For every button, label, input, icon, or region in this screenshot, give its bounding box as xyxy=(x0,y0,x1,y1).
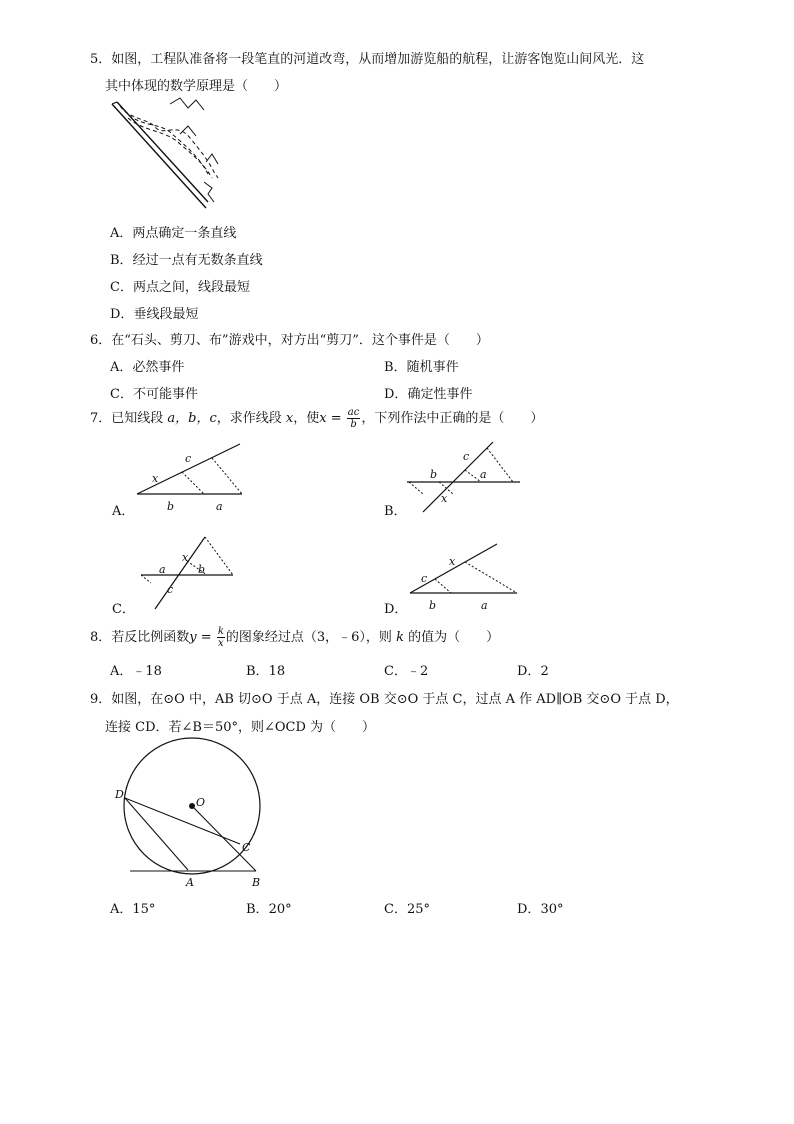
q7-figure-a xyxy=(132,440,252,515)
q9-option-b[interactable] xyxy=(246,898,292,917)
q7-stem-part: ，使 xyxy=(293,411,320,426)
q9-stem-line2: 连接 CD．若∠B＝50°，则∠OCD 为（ ） xyxy=(105,720,376,735)
label-b: b xyxy=(430,468,438,481)
q7-var-x: x xyxy=(285,411,294,426)
option-letter: A． xyxy=(110,360,133,375)
q7-option-c[interactable]: C． xyxy=(112,602,135,617)
q5-option-b[interactable] xyxy=(110,249,263,268)
label-c: c xyxy=(167,583,174,596)
q8-stem-part: 若反比例函数 xyxy=(111,630,190,645)
option-letter: D． xyxy=(517,902,541,917)
option-text: 20° xyxy=(268,902,292,917)
q5-option-a[interactable] xyxy=(110,222,236,241)
q7-figure-d xyxy=(405,540,525,615)
option-text: ﹣2 xyxy=(406,664,429,679)
q9-number: 9． xyxy=(90,692,112,707)
q9-stem-text: 如图，在⊙O 中，AB 切⊙O 于点 A，连接 OB 交⊙O 于点 C，过点 A 作 AD∥OB 交⊙O 于点 D， xyxy=(111,692,679,707)
q8-option-b[interactable] xyxy=(246,660,285,679)
option-letter: B． xyxy=(110,253,133,268)
q8-option-a[interactable] xyxy=(110,660,162,679)
q7-option-d[interactable]: D． xyxy=(384,602,408,617)
option-letter: A． xyxy=(110,664,133,679)
option-text: 必然事件 xyxy=(132,360,185,375)
label-x: x xyxy=(152,472,159,485)
option-letter: D． xyxy=(110,307,134,322)
q8-option-d[interactable] xyxy=(517,660,549,679)
option-text: 30° xyxy=(540,902,564,917)
q7-stem-part: 已知线段 xyxy=(111,411,168,426)
option-letter: B． xyxy=(384,360,407,375)
option-letter: A． xyxy=(110,902,133,917)
q7-figure-b xyxy=(405,440,525,515)
q5-river-figure xyxy=(108,98,233,213)
label-c: c xyxy=(421,572,428,585)
q6-option-a[interactable] xyxy=(110,356,184,375)
label-x: x xyxy=(449,555,456,568)
q5-number: 5． xyxy=(90,52,112,67)
label-B: B xyxy=(252,876,261,889)
label-x: x xyxy=(182,551,189,564)
q8-stem-part: 的图象经过点（3，﹣6），则 xyxy=(225,630,397,645)
option-text: 2 xyxy=(540,664,549,679)
q5-option-d[interactable] xyxy=(110,303,198,322)
q9-circle-figure xyxy=(110,740,270,890)
q7-option-a[interactable]: A． xyxy=(112,504,135,519)
label-A: A xyxy=(186,876,194,889)
fraction-denominator: x xyxy=(218,638,224,649)
label-a: a xyxy=(216,500,223,513)
label-a: a xyxy=(159,563,166,576)
label-a: a xyxy=(481,599,488,612)
option-text: ﹣18 xyxy=(132,664,162,679)
q5-stem-line1 xyxy=(90,48,644,67)
q5-stem-line2: 其中体现的数学原理是（ ） xyxy=(105,79,288,94)
option-letter: A． xyxy=(110,226,133,241)
q6-option-d[interactable] xyxy=(384,383,472,402)
q8-stem-part: 的值为（ ） xyxy=(403,630,500,645)
q8-option-c[interactable] xyxy=(384,660,428,679)
label-c: c xyxy=(185,452,192,465)
q9-option-c[interactable] xyxy=(384,898,430,917)
q7-number: 7． xyxy=(90,411,112,426)
option-text: 经过一点有无数条直线 xyxy=(132,253,263,268)
q5-option-c[interactable] xyxy=(110,276,250,295)
q7-equation-lhs: x = xyxy=(319,411,346,426)
label-D: D xyxy=(115,788,124,801)
option-text: 15° xyxy=(132,902,156,917)
q8-equation-lhs: y = xyxy=(189,630,216,645)
option-text: 25° xyxy=(406,902,430,917)
option-text: 两点确定一条直线 xyxy=(132,226,237,241)
label-b: b xyxy=(429,599,437,612)
option-letter: B． xyxy=(246,902,269,917)
q6-option-b[interactable] xyxy=(384,356,459,375)
fraction-numerator: k xyxy=(217,626,224,637)
option-letter: D． xyxy=(384,387,408,402)
q7-stem-part: ，求作线段 xyxy=(216,411,286,426)
q9-stem-line1 xyxy=(90,688,679,707)
label-C: C xyxy=(242,841,251,854)
option-letter: B． xyxy=(246,664,269,679)
option-text: 18 xyxy=(268,664,286,679)
option-letter: C． xyxy=(110,280,133,295)
label-a: a xyxy=(480,468,487,481)
q8-fraction xyxy=(217,626,225,649)
q9-option-d[interactable] xyxy=(517,898,563,917)
q6-stem xyxy=(90,329,489,348)
option-text: 垂线段最短 xyxy=(133,307,199,322)
q7-stem xyxy=(90,407,543,430)
q6-number: 6． xyxy=(90,333,112,348)
option-text: 确定性事件 xyxy=(407,387,473,402)
q7-fraction xyxy=(347,407,361,430)
fraction-denominator: b xyxy=(350,419,357,430)
label-x: x xyxy=(441,492,448,505)
q5-stem-text: 如图，工程队准备将一段笔直的河道改弯，从而增加游览船的航程，让游客饱览山间风光．这 xyxy=(111,52,645,67)
label-c: c xyxy=(463,450,470,463)
center-point xyxy=(189,803,195,809)
option-text: 两点之间，线段最短 xyxy=(132,280,250,295)
q7-figure-c xyxy=(135,533,245,613)
label-b: b xyxy=(198,563,206,576)
q8-var-k: k xyxy=(396,630,404,645)
option-letter: C． xyxy=(110,387,133,402)
option-letter: C． xyxy=(384,902,407,917)
q7-variables: a，b，c xyxy=(167,411,217,426)
q9-option-a[interactable] xyxy=(110,898,155,917)
fraction-numerator: ac xyxy=(347,407,360,418)
option-text: 不可能事件 xyxy=(132,387,198,402)
option-letter: C． xyxy=(384,664,407,679)
label-O: O xyxy=(196,796,206,809)
q8-number: 8． xyxy=(90,630,112,645)
label-b: b xyxy=(167,500,175,513)
q8-stem xyxy=(90,626,499,649)
q7-stem-part: ，下列作法中正确的是（ ） xyxy=(361,411,544,426)
option-letter: D． xyxy=(517,664,541,679)
q6-stem-text: 在“石头、剪刀、布”游戏中，对方出“剪刀”．这个事件是（ ） xyxy=(111,333,489,348)
q6-option-c[interactable] xyxy=(110,383,198,402)
q7-option-b[interactable]: B． xyxy=(384,504,407,519)
option-text: 随机事件 xyxy=(406,360,459,375)
